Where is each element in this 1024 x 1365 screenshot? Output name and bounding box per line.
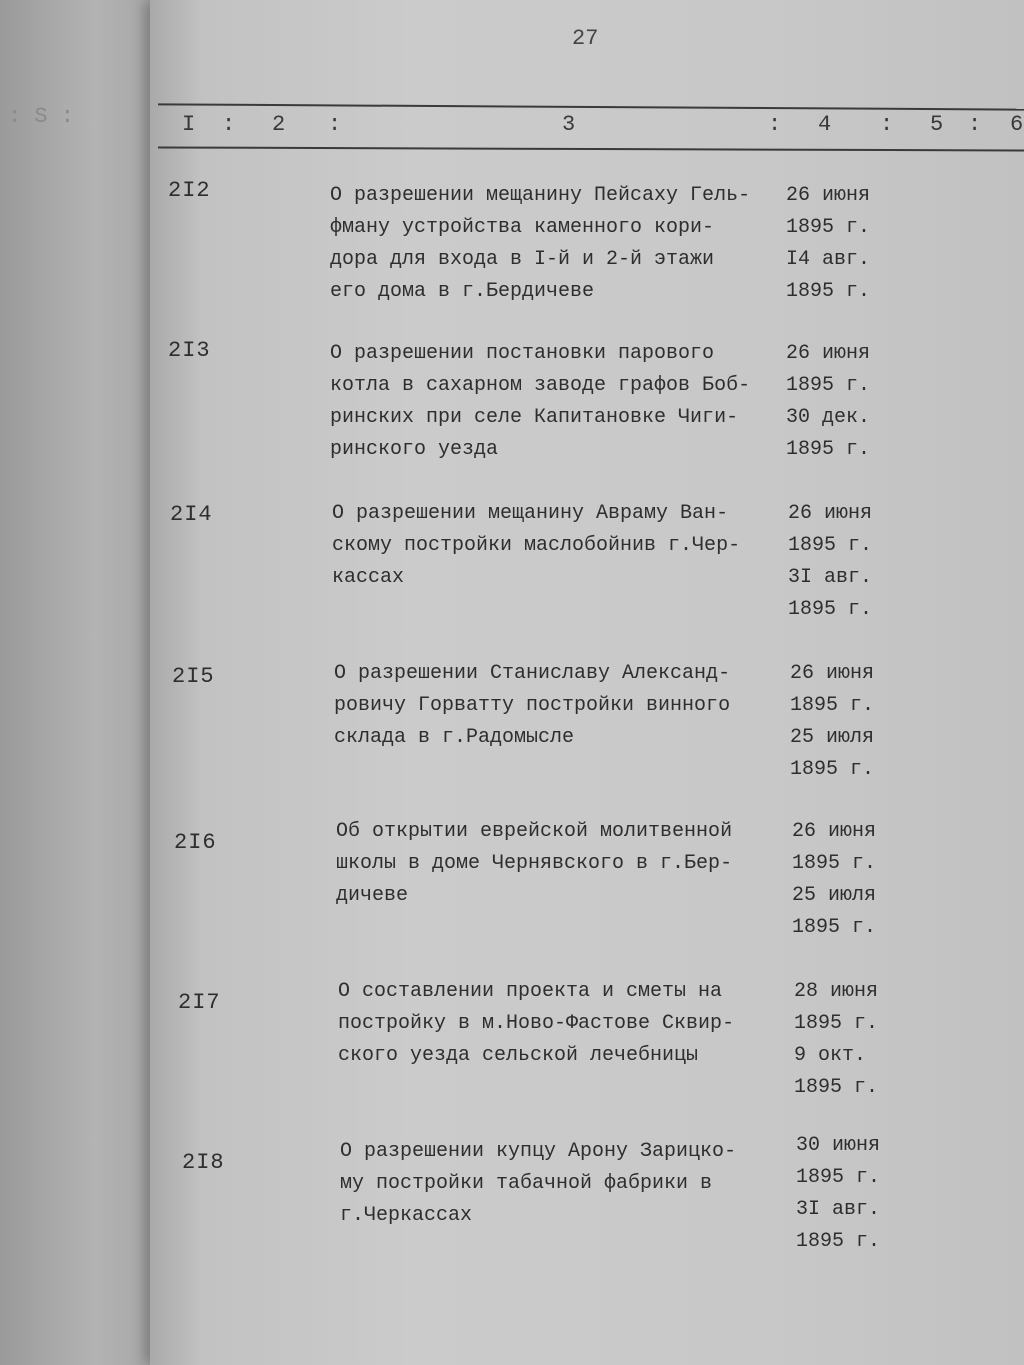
description-line: постройку в м.Ново-Фастове Сквир- [338, 1012, 735, 1035]
record-number: 2I8 [182, 1150, 225, 1175]
header-separator: : [328, 112, 342, 137]
header-top-rule [158, 103, 1024, 110]
header-separator: : [768, 112, 782, 137]
date-line: 26 июня [786, 184, 871, 207]
record-dates [788, 498, 872, 626]
date-line: 1895 г. [790, 694, 875, 717]
record-dates [790, 658, 874, 786]
description-line: ского уезда сельской лечебницы [338, 1044, 699, 1067]
record-number: 2I7 [178, 990, 221, 1015]
record-number: 2I3 [168, 338, 211, 363]
record-dates [786, 338, 870, 466]
date-line: 1895 г. [786, 374, 871, 397]
date-line: 1895 г. [786, 216, 871, 239]
description-line: склада в г.Радомысле [334, 726, 575, 749]
table-header [150, 112, 1024, 144]
date-line: 30 дек. [786, 406, 871, 429]
description-line: ринского уезда [330, 438, 499, 461]
date-line: 25 июля [790, 726, 875, 749]
date-line: 9 окт. [794, 1044, 867, 1067]
record-description [336, 816, 732, 912]
description-line: г.Черкассах [340, 1204, 473, 1227]
date-line: 1895 г. [788, 534, 873, 557]
date-line: 28 июня [794, 980, 879, 1003]
date-line: 1895 г. [794, 1076, 879, 1099]
record-description [330, 180, 750, 308]
header-separator: : [222, 112, 236, 137]
description-line: Об открытии еврейской молитвенной [336, 820, 733, 843]
record-description [332, 498, 740, 594]
description-line: кассах [332, 566, 405, 589]
date-line: 26 июня [792, 820, 877, 843]
header-col-3: 3 [562, 112, 576, 137]
date-line: 1895 г. [794, 1012, 879, 1035]
date-line: 1895 г. [796, 1230, 881, 1253]
date-line: 3I авг. [788, 566, 873, 589]
description-line: скому постройки маслобойнив г.Чер- [332, 534, 741, 557]
record-dates [786, 180, 870, 308]
record-description [338, 976, 734, 1072]
record-description [330, 338, 750, 466]
description-line: ровичу Горватту постройки винного [334, 694, 731, 717]
record-number: 2I2 [168, 178, 211, 203]
description-line: котла в сахарном заводе графов Боб- [330, 374, 751, 397]
description-line: О разрешении купцу Арону Зарицко- [340, 1140, 737, 1163]
record-dates [792, 816, 876, 944]
date-line: 1895 г. [792, 916, 877, 939]
description-line: О разрешении мещанину Авраму Ван- [332, 502, 729, 525]
record-description [334, 658, 730, 754]
header-col-1: I [182, 112, 196, 137]
description-line: О составлении проекта и сметы на [338, 980, 723, 1003]
header-col-6: 6 [1010, 112, 1024, 137]
description-line: дичеве [336, 884, 409, 907]
record-number: 2I5 [172, 664, 215, 689]
date-line: I4 авг. [786, 248, 871, 271]
date-line: 26 июня [788, 502, 873, 525]
header-col-4: 4 [818, 112, 832, 137]
document-page [150, 0, 1024, 1365]
record-dates [794, 976, 878, 1104]
record-description [340, 1136, 736, 1232]
record-dates [796, 1130, 880, 1258]
ghost-text: : S : [8, 104, 75, 129]
description-line: О разрешении Станиславу Александ- [334, 662, 731, 685]
date-line: 26 июня [786, 342, 871, 365]
page-number: 27 [572, 26, 599, 51]
description-line: фману устройства каменного кори- [330, 216, 715, 239]
date-line: 26 июня [790, 662, 875, 685]
header-col-5: 5 [930, 112, 944, 137]
description-line: ринских при селе Капитановке Чиги- [330, 406, 739, 429]
description-line: его дома в г.Бердичеве [330, 280, 595, 303]
date-line: 1895 г. [788, 598, 873, 621]
date-line: 1895 г. [792, 852, 877, 875]
header-separator: : [968, 112, 982, 137]
date-line: 1895 г. [786, 280, 871, 303]
description-line: школы в доме Чернявского в г.Бер- [336, 852, 733, 875]
description-line: О разрешении постановки парового [330, 342, 715, 365]
date-line: 1895 г. [796, 1166, 881, 1189]
description-line: му постройки табачной фабрики в [340, 1172, 713, 1195]
record-number: 2I6 [174, 830, 217, 855]
description-line: дора для входа в I-й и 2-й этажи [330, 248, 715, 271]
date-line: 1895 г. [786, 438, 871, 461]
date-line: 25 июля [792, 884, 877, 907]
date-line: 30 июня [796, 1134, 881, 1157]
date-line: 1895 г. [790, 758, 875, 781]
date-line: 3I авг. [796, 1198, 881, 1221]
description-line: О разрешении мещанину Пейсаху Гель- [330, 184, 751, 207]
header-col-2: 2 [272, 112, 286, 137]
header-separator: : [880, 112, 894, 137]
header-bottom-rule [158, 146, 1024, 151]
previous-page-edge [0, 0, 170, 1365]
record-number: 2I4 [170, 502, 213, 527]
